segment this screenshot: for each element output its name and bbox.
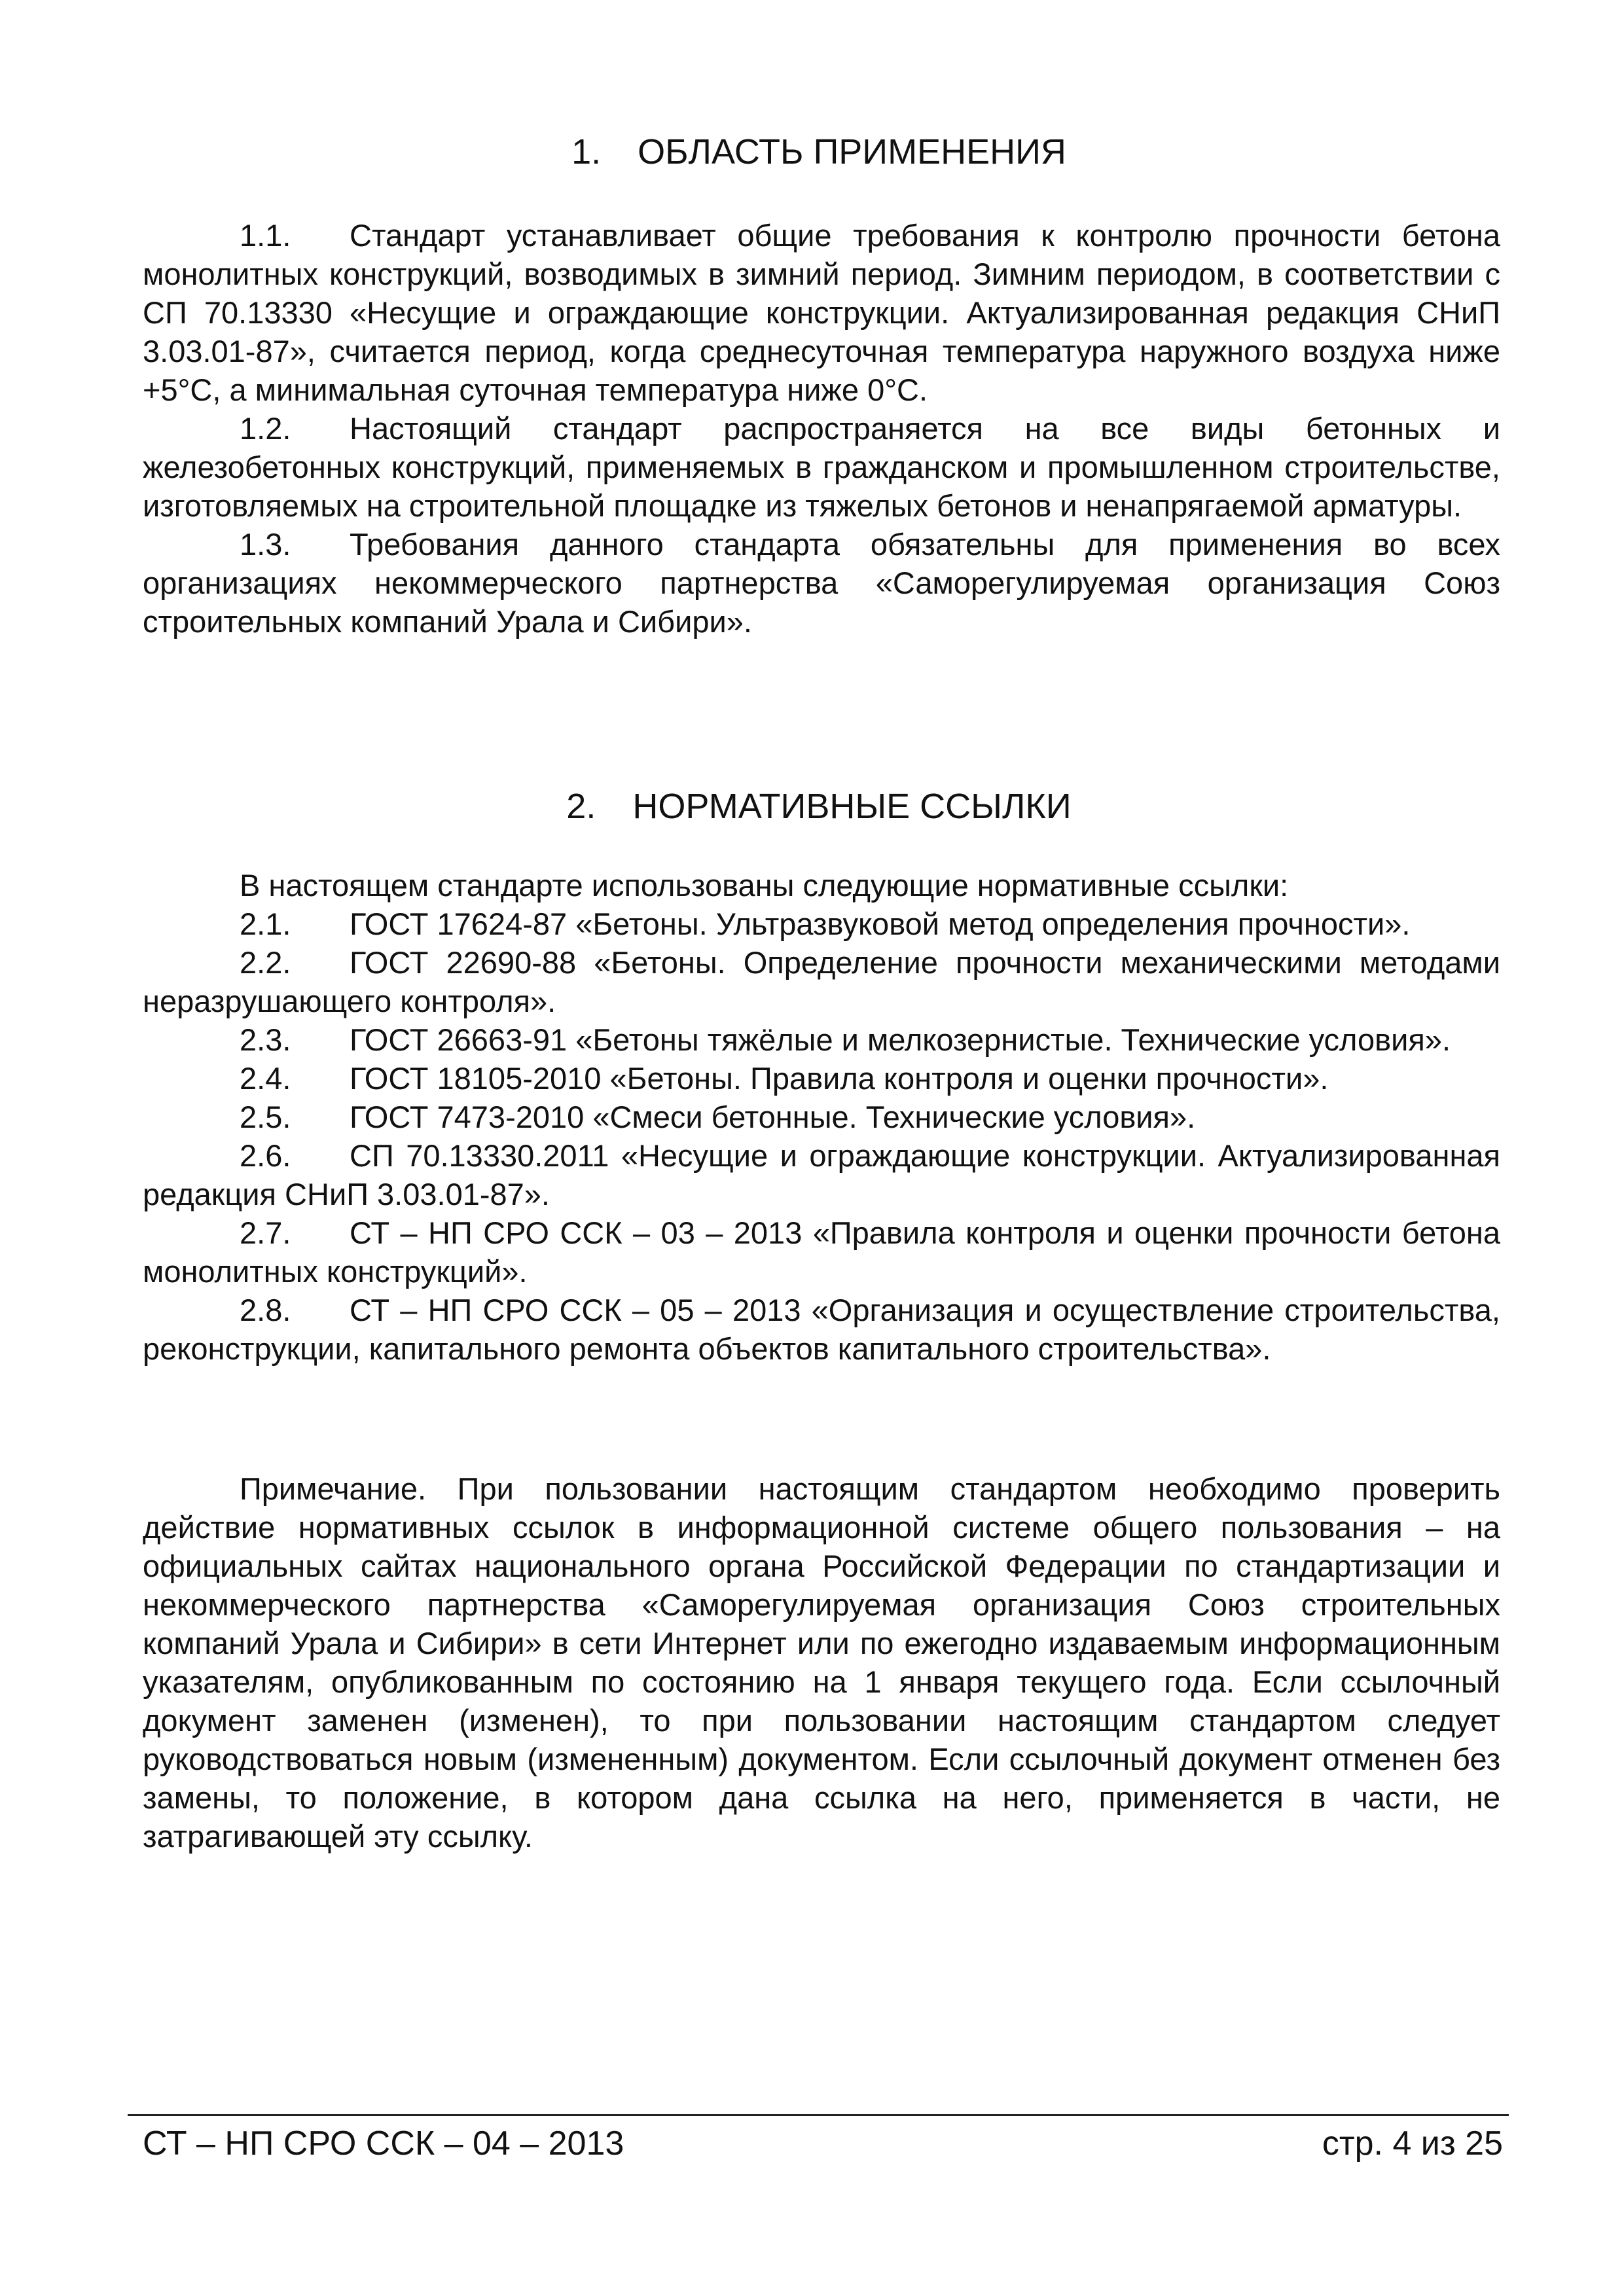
reference-text: СТ – НП СРО ССК – 05 – 2013 «Организация и осуществление строительства, реконструкции, капитального ремонта объектов капитального строительства».: [143, 1293, 1500, 1366]
reference-2-4: [143, 1059, 1500, 1098]
reference-text: СТ – НП СРО ССК – 03 – 2013 «Правила контроля и оценки прочности бетона монолитных конструкций».: [143, 1215, 1500, 1289]
reference-text: ГОСТ 26663-91 «Бетоны тяжёлые и мелкозернистые. Технические условия».: [350, 1022, 1451, 1057]
reference-2-5: [143, 1098, 1500, 1136]
reference-2-6: [143, 1136, 1500, 1213]
section-1-heading: [137, 131, 1500, 173]
section-2-heading: [137, 785, 1500, 827]
reference-number: 2.8.: [240, 1293, 291, 1327]
paragraph-number: 1.2.: [240, 411, 291, 446]
footer-document-code: СТ – НП СРО ССК – 04 – 2013: [143, 2125, 624, 2162]
paragraph-number: 1.1.: [240, 218, 291, 253]
reference-number: 2.5.: [240, 1100, 291, 1134]
paragraph-1-1: [143, 216, 1500, 409]
reference-text: СП 70.13330.2011 «Несущие и ограждающие конструкции. Актуализированная редакция СНиП 3.03.01-87».: [143, 1138, 1500, 1211]
reference-number: 2.1.: [240, 906, 291, 941]
section-2-body: [143, 866, 1500, 1368]
section-2-number: 2.: [566, 787, 596, 826]
reference-number: 2.4.: [240, 1061, 291, 1096]
note-text: Примечание. При пользовании настоящим стандартом необходимо проверить действие нормативных ссылок в информационной системе общего пользования – на официальных сайтах национального органа Российской Федерации по стандартизации и некоммерческого партнерства «Саморегулируемая организация Союз строительных компаний Урала и Сибири» в сети Интернет или по ежегодно издаваемым информационным указателям, опубликованным по состоянию на 1 января текущего года. Если ссылочный документ заменен (изменен), то при пользовании настоящим стандартом следует руководствоваться новым (измененным) документом. Если ссылочный документ отменен без замены, то положение, в котором дана ссылка на него, применяется в части, не затрагивающей эту ссылку.: [143, 1471, 1500, 1854]
reference-number: 2.6.: [240, 1138, 291, 1173]
references-intro: В настоящем стандарте использованы следующие нормативные ссылки:: [240, 868, 1289, 903]
footer-page-number: стр. 4 из 25: [1322, 2125, 1503, 2162]
reference-text: ГОСТ 18105-2010 «Бетоны. Правила контроля и оценки прочности».: [350, 1061, 1329, 1096]
reference-text: ГОСТ 22690-88 «Бетоны. Определение прочности механическими методами неразрушающего контроля».: [143, 945, 1500, 1018]
section-1-number: 1.: [571, 132, 602, 171]
section-2-title: НОРМАТИВНЫЕ ССЫЛКИ: [632, 787, 1072, 826]
paragraph-1-2: [143, 409, 1500, 525]
reference-text: ГОСТ 7473-2010 «Смеси бетонные. Технические условия».: [350, 1100, 1196, 1134]
reference-2-2: [143, 943, 1500, 1020]
paragraph-text: Настоящий стандарт распространяется на все виды бетонных и железобетонных конструкций, применяемых в гражданском и промышленном строительстве, изготовляемых на строительной площадке из тяжелых бетонов и ненапрягаемой арматуры.: [143, 411, 1500, 523]
reference-text: ГОСТ 17624-87 «Бетоны. Ультразвуковой метод определения прочности».: [350, 906, 1411, 941]
reference-number: 2.2.: [240, 945, 291, 980]
reference-number: 2.7.: [240, 1215, 291, 1250]
note-block: [143, 1469, 1500, 1856]
paragraph-1-3: [143, 525, 1500, 641]
footer-divider: [128, 2114, 1509, 2116]
paragraph-text: Требования данного стандарта обязательны для применения во всех организациях некоммерческого партнерства «Саморегулируемая организация Союз строительных компаний Урала и Сибири».: [143, 527, 1500, 639]
section-1-title: ОБЛАСТЬ ПРИМЕНЕНИЯ: [638, 132, 1066, 171]
reference-2-8: [143, 1291, 1500, 1368]
reference-2-3: [143, 1020, 1500, 1059]
reference-2-7: [143, 1213, 1500, 1291]
reference-2-1: [143, 905, 1500, 943]
reference-number: 2.3.: [240, 1022, 291, 1057]
paragraph-number: 1.3.: [240, 527, 291, 562]
section-1-body: [143, 216, 1500, 641]
paragraph-text: Стандарт устанавливает общие требования к контролю прочности бетона монолитных конструкций, возводимых в зимний период. Зимним периодом, в соответствии с СП 70.13330 «Несущие и ограждающие конструкции. Актуализированная редакция СНиП 3.03.01-87», считается период, когда среднесуточная температура наружного воздуха ниже +5°С, а минимальная суточная температура ниже 0°С.: [143, 218, 1500, 407]
